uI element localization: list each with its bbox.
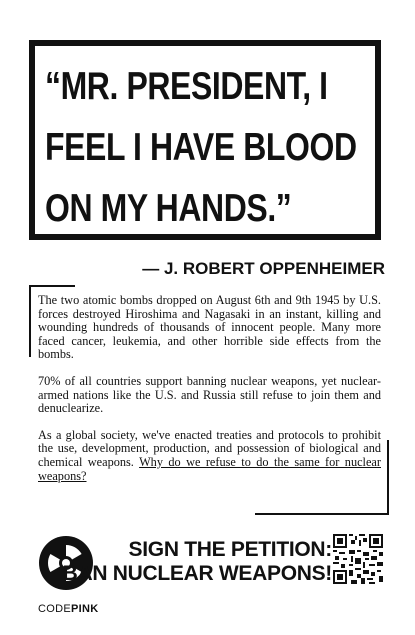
- frame-corner-right: [387, 440, 389, 515]
- body-text: [38, 294, 381, 496]
- quote-line-1: “MR. PRESIDENT, I: [45, 65, 328, 108]
- paragraph-3-link[interactable]: Why do we refuse to do the same for nuclear weapons?: [38, 454, 381, 483]
- petition-cta[interactable]: [63, 538, 332, 586]
- quote-line-2: FEEL I HAVE BLOOD: [45, 126, 357, 169]
- paragraph-2: 70% of all countries support banning nuclear weapons, yet nuclear-armed nations like the U.S. and Russia still refuse to join them and denuclearize.: [38, 373, 381, 416]
- frame-corner-left: [29, 285, 31, 357]
- frame-corner-top: [29, 285, 75, 287]
- frame-corner-bottom: [255, 513, 389, 515]
- attribution: — J. ROBERT OPPENHEIMER: [142, 259, 385, 278]
- quote-box: [29, 40, 381, 240]
- paragraph-3: [38, 429, 381, 483]
- quote-line-3: ON MY HANDS.”: [45, 187, 292, 230]
- quote-headline: [45, 56, 381, 239]
- petition-line-1: SIGN THE PETITION:: [128, 538, 332, 561]
- logo-pink: PINK: [70, 603, 99, 615]
- paragraph-3-text: As a global society, we've enacted treaties and protocols to prohibit the use, development, production, and possession of biological and chemical weapons.: [38, 427, 381, 469]
- paragraph-1: The two atomic bombs dropped on August 6th and 9th 1945 by U.S. forces destroyed Hiroshima and Nagasaki in an instant, killing and wounding hundreds of thousands of innocent people. Many more faced cancer, leukemia, and other horrible side effects from the bombs.: [38, 293, 381, 362]
- qr-code-icon[interactable]: [333, 534, 383, 584]
- logo-code: CODE: [38, 603, 71, 615]
- petition-line-2: BAN NUCLEAR WEAPONS!: [62, 562, 332, 585]
- codepink-logo: [38, 603, 98, 615]
